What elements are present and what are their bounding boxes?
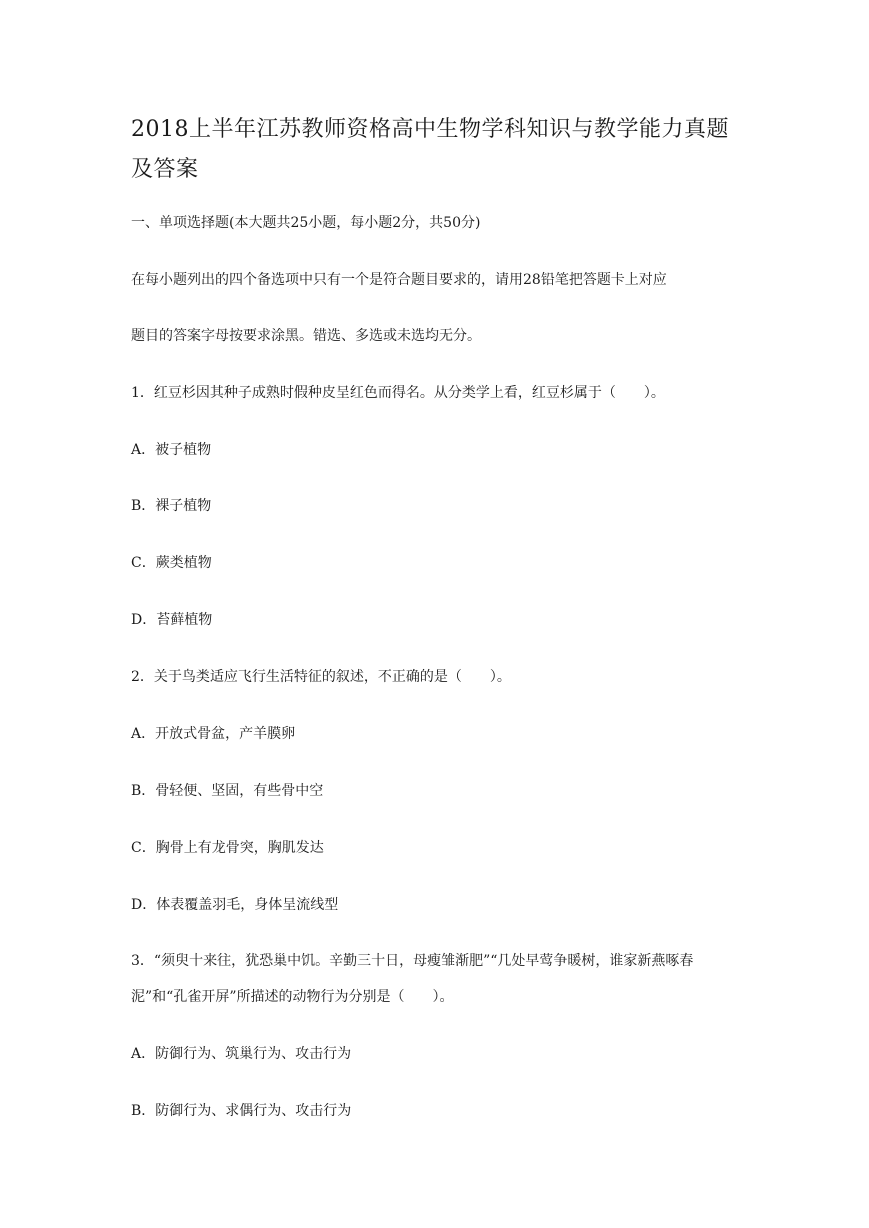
question-2-option-a: A．开放式骨盆，产羊膜卵 [131,726,296,742]
instruction-line-2: 题目的答案字母按要求涂黑。错选、多选或未选均无分。 [131,328,481,344]
document-title: 2018上半年江苏教师资格高中生物学科知识与教学能力真题及答案 [131,117,729,182]
question-3-stem: 3．“须臾十来往，犹恐巢中饥。辛勤三十日，母瘦雏渐肥”“几处早莺争暖树，谁家新燕啄春泥”和“孔雀开屏”所描述的动物行为分别是（ ）。 [131,953,694,1005]
question-3-option-b: B．防御行为、求偶行为、攻击行为 [131,1103,352,1119]
question-2-option-b: B．骨轻便、坚固，有些骨中空 [131,783,324,799]
question-3-option-a: A．防御行为、筑巢行为、攻击行为 [131,1046,352,1062]
question-1-option-d: D．苔藓植物 [131,612,213,628]
question-1-option-a: A．被子植物 [131,442,212,458]
question-2-option-d: D．体表覆盖羽毛，身体呈流线型 [131,897,339,913]
question-2-stem: 2．关于鸟类适应飞行生活特征的叙述，不正确的是（ ）。 [131,669,511,685]
question-1-option-b: B．裸子植物 [131,498,212,514]
question-1-stem: 1．红豆杉因其种子成熟时假种皮呈红色而得名。从分类学上看，红豆杉属于（ ）。 [131,385,665,401]
question-2-option-c: C．胸骨上有龙骨突，胸肌发达 [131,840,324,856]
instruction-line-1: 在每小题列出的四个备选项中只有一个是符合题目要求的，请用28铅笔把答题卡上对应 [131,272,667,288]
question-1-option-c: C．蕨类植物 [131,555,212,571]
section-heading: 一、单项选择题(本大题共25小题，每小题2分，共50分) [131,215,481,231]
